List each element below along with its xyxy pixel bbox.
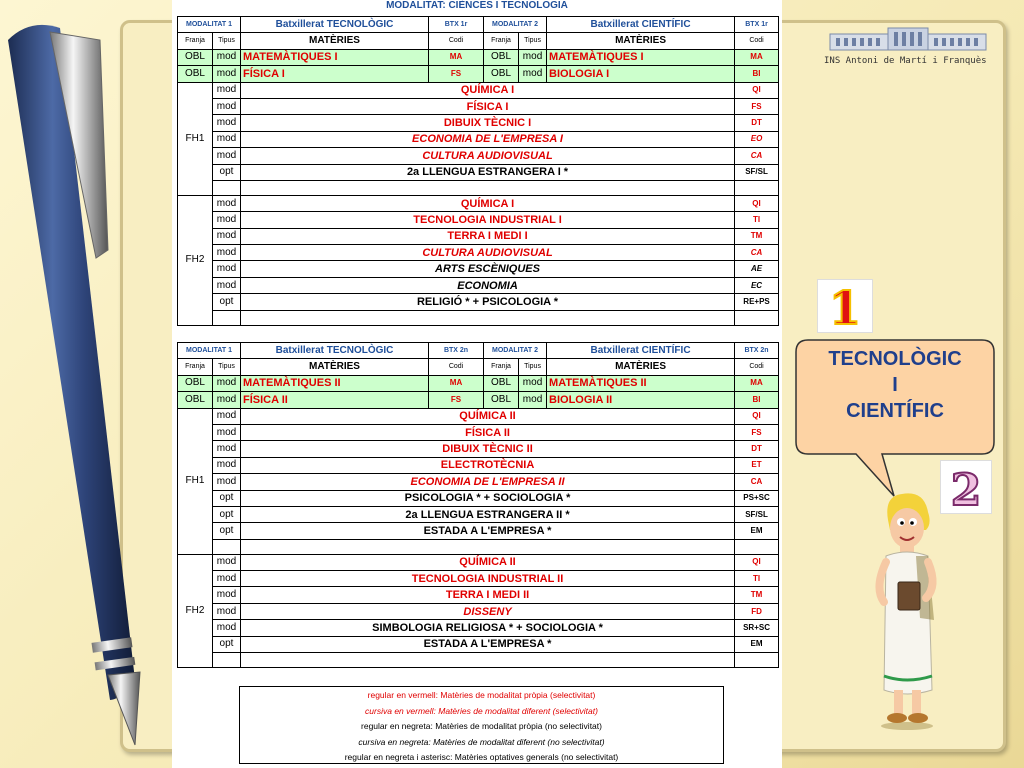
- subject-cell: TECNOLOGIA INDUSTRIAL II: [411, 572, 564, 585]
- subject-cell: MATEMÀTIQUES I: [243, 51, 338, 64]
- table-row: [178, 148, 779, 164]
- table-btx-1r: [177, 16, 779, 326]
- col-materies: MATÈRIES: [547, 33, 735, 49]
- subject-cell: BIOLOGIA II: [549, 393, 613, 406]
- subject-cell: CULTURA AUDIOVISUAL: [422, 149, 553, 162]
- col-franja: Franja: [484, 359, 519, 375]
- table-row: [178, 571, 779, 587]
- col-codi: Codi: [429, 33, 484, 49]
- tipus-cell: OBL: [484, 375, 519, 391]
- table-row: [178, 228, 779, 244]
- subject-cell: RELIGIÓ * + PSICOLOGIA *: [416, 295, 559, 308]
- modalitat-2-label: MODALITAT 2: [484, 17, 547, 33]
- table-header-row: [178, 343, 779, 359]
- tipus-cell: OBL: [178, 66, 213, 82]
- code-cell: EM: [750, 639, 763, 649]
- tipus-cell: mod: [213, 375, 241, 391]
- col-tipus: Tipus: [519, 33, 547, 49]
- tipus-cell: mod: [213, 245, 241, 261]
- school-logo-caption: INS Antoni de Martí i Franquès: [824, 56, 987, 66]
- subject-cell: TECNOLOGIA INDUSTRIAL I: [413, 213, 562, 226]
- table-row: [178, 49, 779, 65]
- table-row-empty: [178, 310, 779, 325]
- code-cell: RE+PS: [743, 296, 770, 306]
- code-cell: DT: [751, 118, 762, 128]
- legend-item: regular en vermell: Matèries de modalitat pròpia (selectivitat): [367, 690, 596, 700]
- bubble-line: TECNOLÒGIC: [828, 348, 962, 370]
- code-cell: MA: [449, 52, 463, 62]
- tipus-cell: mod: [213, 115, 241, 131]
- code-cell: SR+SC: [743, 622, 770, 632]
- code-cell: FS: [450, 394, 462, 404]
- school-building-icon: [828, 26, 988, 52]
- tipus-cell: mod: [213, 49, 241, 65]
- tipus-cell: mod: [213, 474, 241, 490]
- code-cell: ET: [751, 460, 762, 470]
- number-one-badge: [817, 279, 873, 333]
- subject-cell: SIMBOLOGIA RELIGIOSA * + SOCIOLOGIA *: [372, 621, 603, 634]
- code-cell: TI: [752, 214, 761, 224]
- table-row: [178, 212, 779, 228]
- tipus-cell: mod: [213, 131, 241, 147]
- table-row: [178, 441, 779, 457]
- modalitat-1-label: MODALITAT 1: [178, 343, 241, 359]
- code-cell: BI: [752, 394, 761, 404]
- cartoon-character-illustration: [862, 490, 952, 730]
- tipus-cell: mod: [213, 424, 241, 440]
- tipus-cell: mod: [213, 82, 241, 98]
- modalitat-1-label: MODALITAT 1: [178, 17, 241, 33]
- subject-cell: DIBUIX TÈCNIC I: [443, 117, 532, 130]
- tipus-cell: opt: [213, 490, 241, 506]
- subject-cell: PSICOLOGIA * + SOCIOLOGIA *: [404, 492, 571, 505]
- code-cell: TM: [750, 590, 763, 600]
- table-row-empty: [178, 180, 779, 195]
- table-row: [178, 603, 779, 619]
- franja-fh2: FH2: [178, 195, 213, 325]
- tipus-cell: OBL: [178, 392, 213, 408]
- col-franja: Franja: [178, 359, 213, 375]
- tipus-cell: OBL: [484, 66, 519, 82]
- franja-fh1: FH1: [178, 408, 213, 554]
- tipus-cell: opt: [213, 506, 241, 522]
- code-cell: FD: [751, 606, 762, 616]
- table-row: [178, 392, 779, 408]
- table-row: [178, 131, 779, 147]
- code-cell: CA: [750, 247, 763, 257]
- col-materies: MATÈRIES: [241, 33, 429, 49]
- tipus-cell: opt: [213, 523, 241, 539]
- code-cell: DT: [751, 444, 762, 454]
- code-cell: TI: [752, 573, 761, 583]
- subject-cell: TERRA I MEDI II: [445, 589, 530, 602]
- subject-cell: DIBUIX TÈCNIC II: [442, 443, 533, 456]
- tipus-cell: OBL: [484, 392, 519, 408]
- table-row: [178, 294, 779, 310]
- modalitat-2-title: Batxillerat CIENTÍFIC: [547, 17, 735, 33]
- modalitat-1-title: Batxillerat TECNOLÒGIC: [241, 17, 429, 33]
- code-cell: CA: [750, 476, 763, 486]
- table-row: [178, 587, 779, 603]
- table-row-empty: [178, 653, 779, 668]
- franja-fh1: FH1: [178, 82, 213, 195]
- tipus-cell: mod: [213, 148, 241, 164]
- tipus-cell: OBL: [178, 375, 213, 391]
- code-cell: PS+SC: [743, 493, 770, 503]
- code-cell: TM: [750, 231, 763, 241]
- subject-cell: FÍSICA I: [243, 67, 285, 80]
- tipus-cell: mod: [213, 571, 241, 587]
- table-header-row: [178, 17, 779, 33]
- modalitat-1-title: Batxillerat TECNOLÒGIC: [241, 343, 429, 359]
- tipus-cell: mod: [213, 441, 241, 457]
- table-row: [178, 245, 779, 261]
- tipus-cell: mod: [213, 261, 241, 277]
- code-cell: MA: [750, 378, 763, 388]
- legend-item: cursiva en negreta: Matèries de modalitat diferent (no selectivitat): [358, 736, 605, 747]
- table-btx-2n: [177, 342, 779, 668]
- bubble-line: CIENTÍFIC: [846, 400, 944, 422]
- subject-cell: ECONOMIA: [457, 279, 518, 292]
- col-tipus: Tipus: [213, 359, 241, 375]
- tipus-cell: mod: [213, 195, 241, 211]
- table-row: [178, 490, 779, 506]
- table-row: [178, 164, 779, 180]
- code-cell: EM: [750, 525, 763, 535]
- table-row: [178, 636, 779, 652]
- subject-cell: CULTURA AUDIOVISUAL: [422, 246, 553, 259]
- table-row-empty: [178, 539, 779, 554]
- code-cell: QI: [752, 198, 761, 208]
- tipus-cell: mod: [213, 392, 241, 408]
- column-header-row: [178, 33, 779, 49]
- tipus-cell: OBL: [178, 49, 213, 65]
- code-cell: QI: [752, 85, 761, 95]
- col-materies: MATÈRIES: [241, 359, 429, 375]
- speech-bubble-text: [794, 346, 996, 424]
- table-row: [178, 195, 779, 211]
- bubble-line: I: [892, 374, 898, 396]
- tipus-cell: opt: [213, 164, 241, 180]
- tipus-cell: mod: [213, 228, 241, 244]
- code-cell: CA: [750, 150, 763, 160]
- subject-cell: MATEMÀTIQUES I: [549, 51, 644, 64]
- column-header-row: [178, 359, 779, 375]
- table-row: [178, 82, 779, 98]
- btx-level-2: BTX 1r: [735, 17, 779, 33]
- sheet-title: MODALITAT: CIÈNCES I TECNOLOGIA: [386, 0, 568, 11]
- tipus-cell: mod: [519, 392, 547, 408]
- table-row: [178, 457, 779, 473]
- table-row: [178, 408, 779, 424]
- code-cell: FS: [450, 68, 462, 78]
- code-cell: MA: [750, 52, 763, 62]
- subject-cell: FÍSICA II: [465, 426, 510, 439]
- table-row: [178, 554, 779, 570]
- subject-cell: FÍSICA I: [466, 100, 509, 113]
- legend-item: cursiva en vermell: Matèries de modalitat diferent (selectivitat): [365, 705, 598, 716]
- code-cell: BI: [752, 68, 761, 78]
- table-row: [178, 98, 779, 114]
- subject-cell: ELECTROTÈCNIA: [440, 459, 535, 472]
- tipus-cell: mod: [213, 98, 241, 114]
- code-cell: AE: [750, 264, 763, 274]
- subject-cell: ESTADA A L'EMPRESA *: [423, 524, 552, 537]
- badge-two-text: 2: [950, 465, 982, 514]
- subject-cell: QUÍMICA II: [459, 556, 516, 569]
- subject-cell: ECONOMIA DE L'EMPRESA I: [412, 133, 563, 146]
- tipus-cell: mod: [519, 49, 547, 65]
- col-codi: Codi: [735, 359, 779, 375]
- tipus-cell: mod: [213, 457, 241, 473]
- table-row: [178, 620, 779, 636]
- subject-cell: MATEMÀTIQUES II: [243, 377, 341, 390]
- subject-cell: QUÍMICA I: [460, 197, 515, 210]
- table-row: [178, 523, 779, 539]
- subject-cell: 2a LLENGUA ESTRANGERA II *: [405, 508, 570, 521]
- table-row: [178, 474, 779, 490]
- franja-fh2: FH2: [178, 554, 213, 667]
- school-logo: [824, 26, 994, 72]
- tipus-cell: opt: [213, 636, 241, 652]
- code-cell: QI: [752, 557, 761, 567]
- col-franja: Franja: [178, 33, 213, 49]
- table-row: [178, 66, 779, 82]
- subject-cell: QUÍMICA II: [459, 410, 516, 423]
- subject-cell: ESTADA A L'EMPRESA *: [423, 638, 552, 651]
- subject-cell: ARTS ESCÈNIQUES: [435, 263, 540, 276]
- subject-sheet: [172, 0, 782, 768]
- subject-cell: DISSENY: [463, 605, 512, 618]
- tipus-cell: opt: [213, 294, 241, 310]
- table-row: [178, 424, 779, 440]
- tipus-cell: mod: [519, 375, 547, 391]
- tipus-cell: mod: [213, 66, 241, 82]
- tipus-cell: mod: [213, 587, 241, 603]
- code-cell: FS: [751, 427, 762, 437]
- modalitat-2-title: Batxillerat CIENTÍFIC: [547, 343, 735, 359]
- table-row: [178, 261, 779, 277]
- subject-cell: ECONOMIA DE L'EMPRESA II: [410, 475, 565, 488]
- subject-cell: MATEMÀTIQUES II: [549, 377, 647, 390]
- subject-cell: BIOLOGIA I: [549, 67, 610, 80]
- badge-one-text: 1: [828, 281, 862, 333]
- tipus-cell: mod: [519, 66, 547, 82]
- code-cell: SF/SL: [745, 509, 768, 519]
- subject-cell: 2a LLENGUA ESTRANGERA I *: [406, 166, 569, 179]
- pen-illustration: [0, 0, 200, 768]
- table-row: [178, 277, 779, 293]
- col-tipus: Tipus: [213, 33, 241, 49]
- table-row: [178, 506, 779, 522]
- code-cell: EO: [750, 134, 763, 144]
- code-cell: MA: [449, 378, 463, 388]
- tipus-cell: OBL: [484, 49, 519, 65]
- table-row: [178, 115, 779, 131]
- tipus-cell: mod: [213, 603, 241, 619]
- btx-level-1: BTX 1r: [429, 17, 484, 33]
- tipus-cell: mod: [213, 277, 241, 293]
- tipus-cell: mod: [213, 554, 241, 570]
- col-codi: Codi: [735, 33, 779, 49]
- subject-cell: QUÍMICA I: [460, 84, 515, 97]
- legend-item: regular en negreta: Matèries de modalitat pròpia (no selectivitat): [361, 721, 602, 731]
- tipus-cell: mod: [213, 212, 241, 228]
- legend-item: regular en negreta i asterisc: Matèries optatives generals (no selectivitat): [344, 752, 619, 762]
- subject-cell: TERRA I MEDI I: [447, 230, 528, 243]
- code-cell: QI: [752, 411, 761, 421]
- col-materies: MATÈRIES: [547, 359, 735, 375]
- btx-level-2: BTX 2n: [735, 343, 779, 359]
- code-cell: FS: [751, 101, 762, 111]
- subject-cell: FÍSICA II: [243, 393, 288, 406]
- table-row: [178, 375, 779, 391]
- col-codi: Codi: [429, 359, 484, 375]
- legend-box: [239, 686, 724, 764]
- code-cell: EC: [750, 280, 763, 290]
- btx-level-1: BTX 2n: [429, 343, 484, 359]
- modalitat-2-label: MODALITAT 2: [484, 343, 547, 359]
- tipus-cell: mod: [213, 408, 241, 424]
- code-cell: SF/SL: [745, 167, 768, 177]
- tipus-cell: mod: [213, 620, 241, 636]
- col-franja: Franja: [484, 33, 519, 49]
- col-tipus: Tipus: [519, 359, 547, 375]
